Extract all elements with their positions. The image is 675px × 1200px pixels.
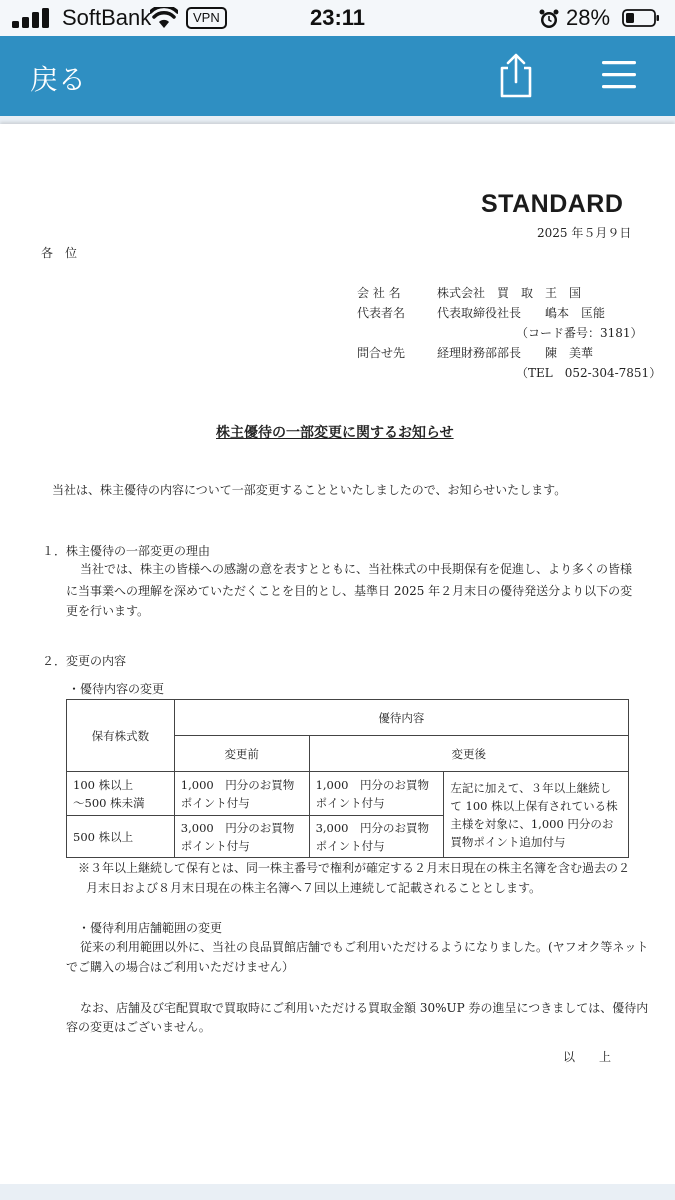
document-title: 株主優待の一部変更に関するお知らせ	[216, 425, 454, 441]
header-benefit: 優待内容	[174, 700, 628, 736]
document-date: 2025 年５月９日	[537, 226, 632, 240]
contact-tel: （TEL 052-304-7851）	[516, 366, 662, 380]
subsection-store-range: ・優待利用店舗範囲の変更	[78, 921, 223, 935]
row1-shares-line1: 100 株以上	[73, 777, 134, 792]
benefits-table	[66, 699, 629, 858]
stock-code: （コード番号：3181）	[516, 326, 643, 340]
store-range-text: 従来の利用範囲以外に、当社の良品買館店舗でもご利用いただけるようになりました。(ヤフオク等ネット	[80, 940, 649, 954]
representative-value: 代表取締役社長 嶋本 匡能	[437, 306, 606, 320]
status-bar	[0, 0, 675, 36]
row2-before-repeat: 3,000 円分のお買物ポイント付与	[309, 816, 444, 858]
alarm-icon	[538, 8, 560, 30]
battery-icon	[622, 9, 660, 27]
contact-label: 問合せ先	[357, 346, 406, 360]
clock: 23:11	[309, 5, 366, 30]
back-button[interactable]: 戻る	[30, 63, 87, 96]
document-page	[0, 124, 675, 1184]
section2-heading: ２．変更の内容	[42, 654, 127, 668]
contact-value: 経理財務部部長 陳 美華	[437, 346, 594, 360]
intro-text: 当社は、株主優待の内容について一部変更することといたしましたので、お知らせいたします。	[52, 483, 567, 497]
store-range-text: でご購入の場合はご利用いただけません）	[66, 960, 295, 974]
header-shares: 保有株式数	[67, 700, 175, 772]
share-icon[interactable]	[496, 52, 536, 100]
row1-before-repeat: 1,000 円分のお買物ポイント付与	[309, 772, 444, 816]
header-before: 変更前	[174, 736, 309, 772]
row2-before: 3,000 円分のお買物ポイント付与	[174, 816, 309, 858]
representative-label: 代表者名	[357, 306, 406, 320]
end-mark: 以 上	[563, 1050, 612, 1064]
company-label: 会 社 名	[357, 286, 401, 300]
row1-shares-line2: ～500 株未満	[73, 795, 145, 810]
company-logo: STANDARD	[481, 190, 624, 218]
section1-text-line: 更を行います。	[66, 604, 150, 618]
note-line: ※３年以上継続して保有とは、同一株主番号で権利が確定する２月末日現在の株主名簿を含む過去の２	[78, 861, 631, 875]
section1-heading: １．株主優待の一部変更の理由	[42, 544, 211, 558]
row2-shares: 500 株以上	[67, 816, 175, 858]
header-after: 変更後	[309, 736, 628, 772]
carrier-name: SoftBank	[62, 5, 152, 30]
menu-icon[interactable]	[600, 58, 638, 92]
battery-percent: 28%	[566, 5, 611, 30]
nav-bar	[0, 36, 675, 116]
after-cell: 左記に加えて、３年以上継続して 100 株以上保有されている株主様を対象に、1,000 円分のお買物ポイント追加付与	[444, 772, 629, 858]
section1-text-line: 当社では、株主の皆様への感謝の意を表すとともに、当社株式の中長期保有を促進し、より多くの皆様	[80, 562, 633, 576]
row1-before: 1,000 円分のお買物ポイント付与	[174, 772, 309, 816]
note-line: 月末日および８月末日現在の株主名簿へ７回以上連続して記載されることとします。	[86, 881, 542, 895]
section1-text-line: に当事業への理解を深めていただくことを目的とし、基準日 2025 年２月末日の優待発送分より以下の変	[66, 584, 633, 598]
company-value: 株式会社 買 取 王 国	[437, 286, 582, 300]
bottom-bar	[0, 1184, 675, 1200]
row1-shares	[67, 772, 175, 816]
closing-text: 容の変更はございません。	[66, 1020, 211, 1034]
vpn-badge: VPN	[186, 7, 227, 29]
addressee: 各 位	[41, 246, 78, 260]
closing-text: なお、店舗及び宅配買取で買取時にご利用いただける買取金額 30%UP 券の進呈につきましては、優待内	[80, 1001, 649, 1015]
subsection-benefit-change: ・優待内容の変更	[68, 682, 165, 696]
